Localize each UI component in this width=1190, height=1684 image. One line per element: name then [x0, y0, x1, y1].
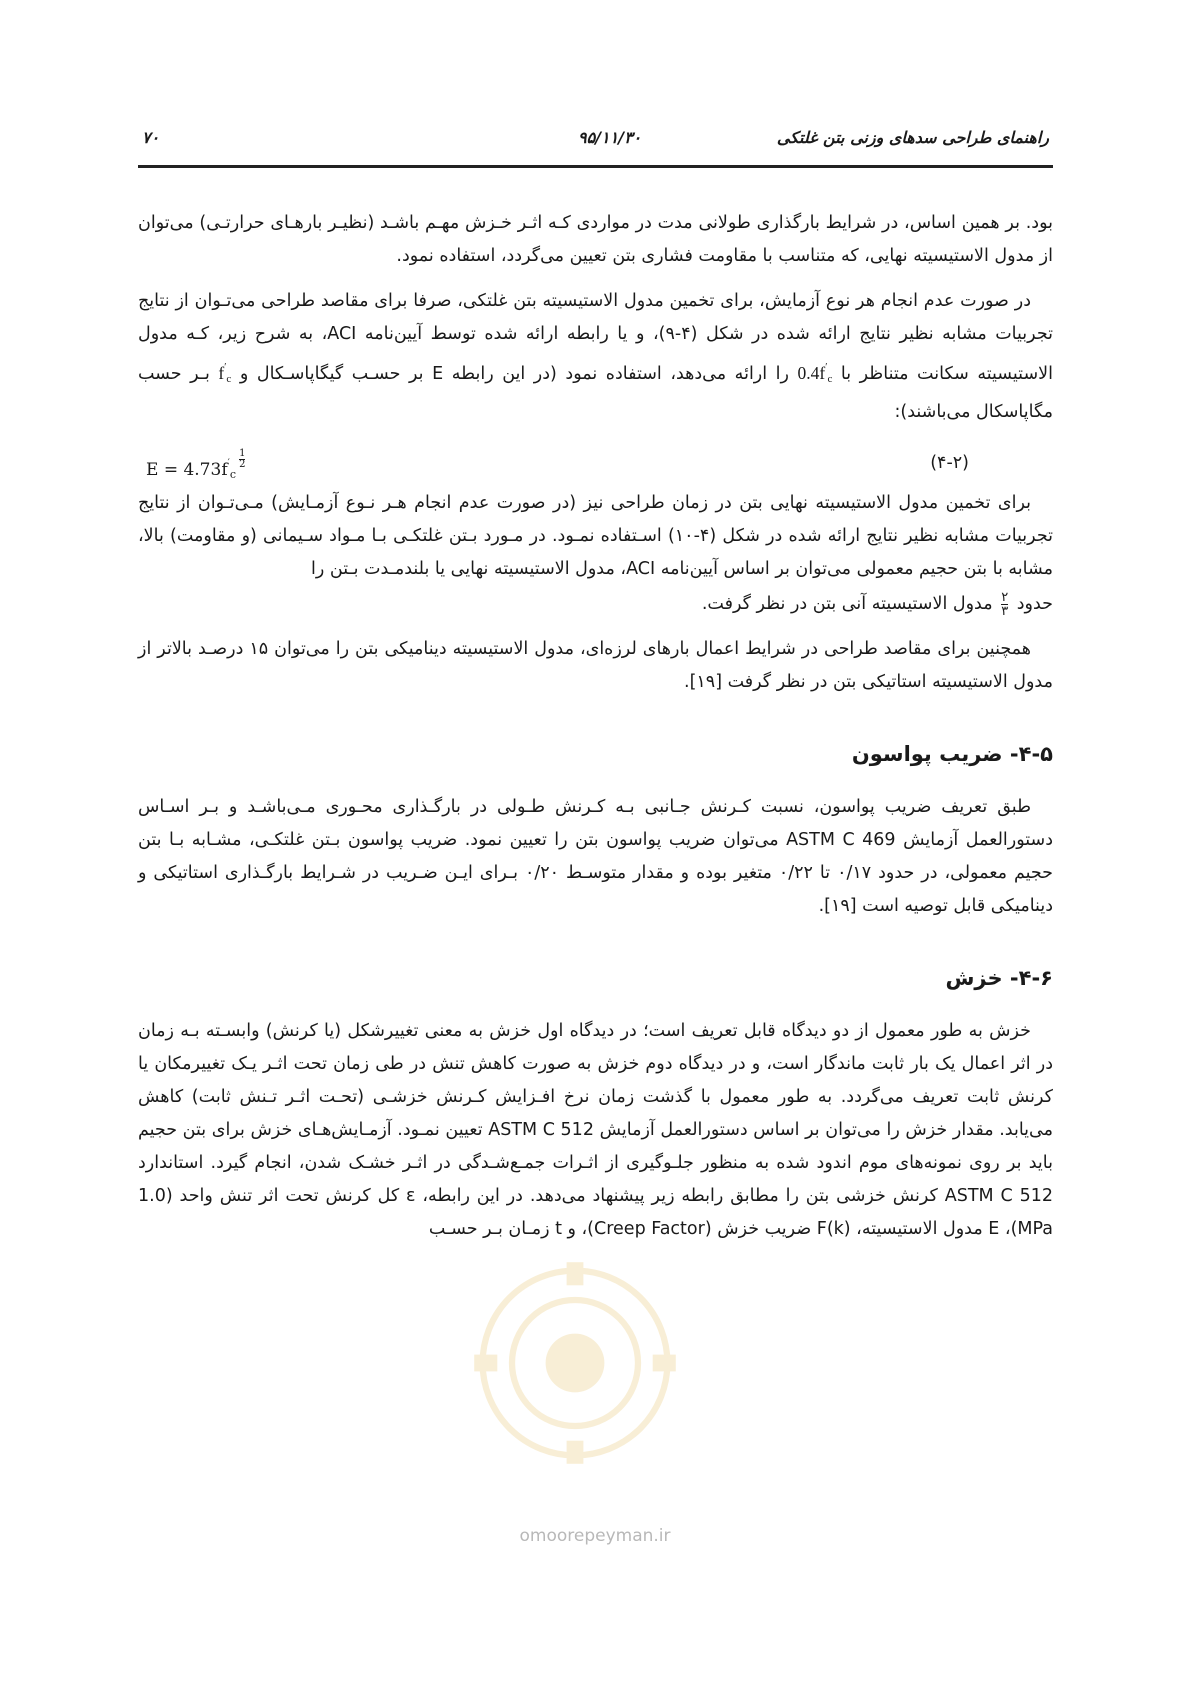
paragraph-2: [138, 285, 1053, 429]
header-date: ۹۵/۱۱/۳۰: [578, 128, 642, 147]
paragraph-2-text-b: را ارائه می‌دهد، استفاده نمود (در این رابطه E بر حسـب گیگاپاسـکال و: [239, 364, 789, 384]
paragraph-2-text-a: در صورت عدم انجام هر نوع آزمایش، برای تخمین مدول الاستیسیته بتن غلتکی، صرفا برای مقاصد طراحی می‌تـوان از نتایج تجربیات مشابه نظیر نتایج ارائه شده در شکل (۴-۹)، و یا رابطه ارائه شده توسط آیین‌نامه ACI، به شرح زیر، کـه مدول الاستیسیته سکانت متناظر با: [138, 291, 1053, 384]
paragraph-3: برای تخمین مدول الاستیسیته نهایی بتن در زمان طراحی نیز (در صورت عدم انجام هـر نـوع آزمـایش) مـی‌تـوان از نتایج تجربیات مشابه نظیر نتایج ارائه شده در شکل (۴-۱۰) اسـتفاده نمـود. در مـورد بـتن غلتکـی بـا مـواد سـیمانی (و مقاومت) بالا، مشابه با بتن حجیم معمولی می‌توان بر اساس آیین‌نامه ACI، مدول الاستیسیته نهایی یا بلندمـدت بـتن را: [138, 493, 1053, 579]
paragraph-4: همچنین برای مقاصد طراحی در شرایط اعمال بارهای لرزه‌ای، مدول الاستیسیته دینامیکی بتن را می‌توان ۱۵ درصـد بالاتر از مدول الاستیسیته استاتیکی بتن در نظر گرفت [۱۹].: [138, 639, 1053, 692]
paragraph-5: طبق تعریف ضریب پواسون، نسبت کـرنش جـانبی بـه کـرنش طـولی در بارگـذاری محـوری مـی‌باشـد و بـر اسـاس دستورالعمل آزمایش ASTM C 469 می‌توان ضریب پواسون بتن را تعیین نمود. ضریب پواسون بـتن غلتکـی، مشـابه بـا بتن حجیم معمولی، در حدود ۰/۱۷ تا ۰/۲۲ متغیر بوده و مقدار متوسـط ۰/۲۰ بـرای ایـن ضـریب در شـرایط بارگـذاری استاتیکی و دینامیکی قابل توصیه است [۱۹].: [138, 797, 1054, 916]
two-thirds-fraction: $\frac{۲}{۳}$: [1001, 589, 1009, 619]
section-heading-creep: ۴-۶- خزش: [945, 966, 1053, 990]
fc-symbol: $f'_c$: [218, 362, 232, 385]
paragraph-1: بود. بر همین اساس، در شرایط بارگذاری طولانی مدت در مواردی کـه اثـر خـزش مهـم باشـد (نظیـر بارهـای حرارتـی) می‌توان از مدول الاستیسیته نهایی، که متناسب با مقاومت فشاری بتن تعیین می‌گردد، استفاده نمود.: [138, 213, 1053, 266]
paragraph-6: خزش به طور معمول از دو دیدگاه قابل تعریف است؛ در دیدگاه اول خزش به معنی تغییرشکل (یا کرنش) وابسـته بـه زمان در اثر اعمال یک بار ثابت ماندگار است، و در دیدگاه دوم خزش به صورت کاهش تنش در طی زمان تحت اثـر یـک تغییرمکان یا کرنش ثابت تعریف می‌گردد. به طور معمول با گذشت زمان نرخ افـزایش کـرنش خزشـی (تحـت اثـر تـنش ثابت) کاهش می‌یابد. مقدار خزش را می‌توان بر اساس دستورالعمل آزمایش ASTM C 512 تعیین نمـود. آزمـایش‌هـای خزش برای بتن حجیم باید بر روی نمونه‌های موم اندود شده به منظور جلـوگیری از اثـرات جمـع‌شـدگی در اثـر خشـک شدن، انجام گیرد. استاندارد ASTM C 512 کرنش خزشی بتن را مطابق رابطه زیر پیشنهاد می‌دهد. در این رابطه، ε کل کرنش تحت اثر تنش واحد (1.0 MPa)، E مدول الاستیسیته، F(k) ضریب خزش (Creep Factor)، و t زمـان بـر حسـب: [138, 1021, 1053, 1239]
watermark-logo-icon: [470, 1258, 680, 1468]
header-title: راهنمای طراحی سدهای وزنی بتن غلتکی: [776, 128, 1049, 147]
page-number: ۷۰: [142, 128, 160, 147]
paragraph-2-text-c: بـر حسب مگاپاسکال می‌باشند):: [138, 364, 1053, 422]
header-rule: [138, 165, 1053, 168]
equation-number: (۴-۲): [930, 453, 969, 473]
equation-4-2: [138, 441, 1053, 483]
watermark-url: omoorepeyman.ir: [519, 1526, 671, 1546]
secant-stress-expression: $0.4f'_c$: [797, 362, 833, 385]
page-header: [138, 128, 1053, 162]
section-heading-poisson: ۴-۵- ضریب پواسون: [851, 742, 1053, 766]
document-body: [138, 207, 1053, 1258]
paragraph-3-fraction-line: حدود $\frac{۲}{۳}$ مدول الاستیسیته آنی بتن در نظر گرفت.: [701, 589, 1053, 619]
equation-formula: $E = 4.73f'_c\frac{1}{2}$: [146, 448, 246, 481]
